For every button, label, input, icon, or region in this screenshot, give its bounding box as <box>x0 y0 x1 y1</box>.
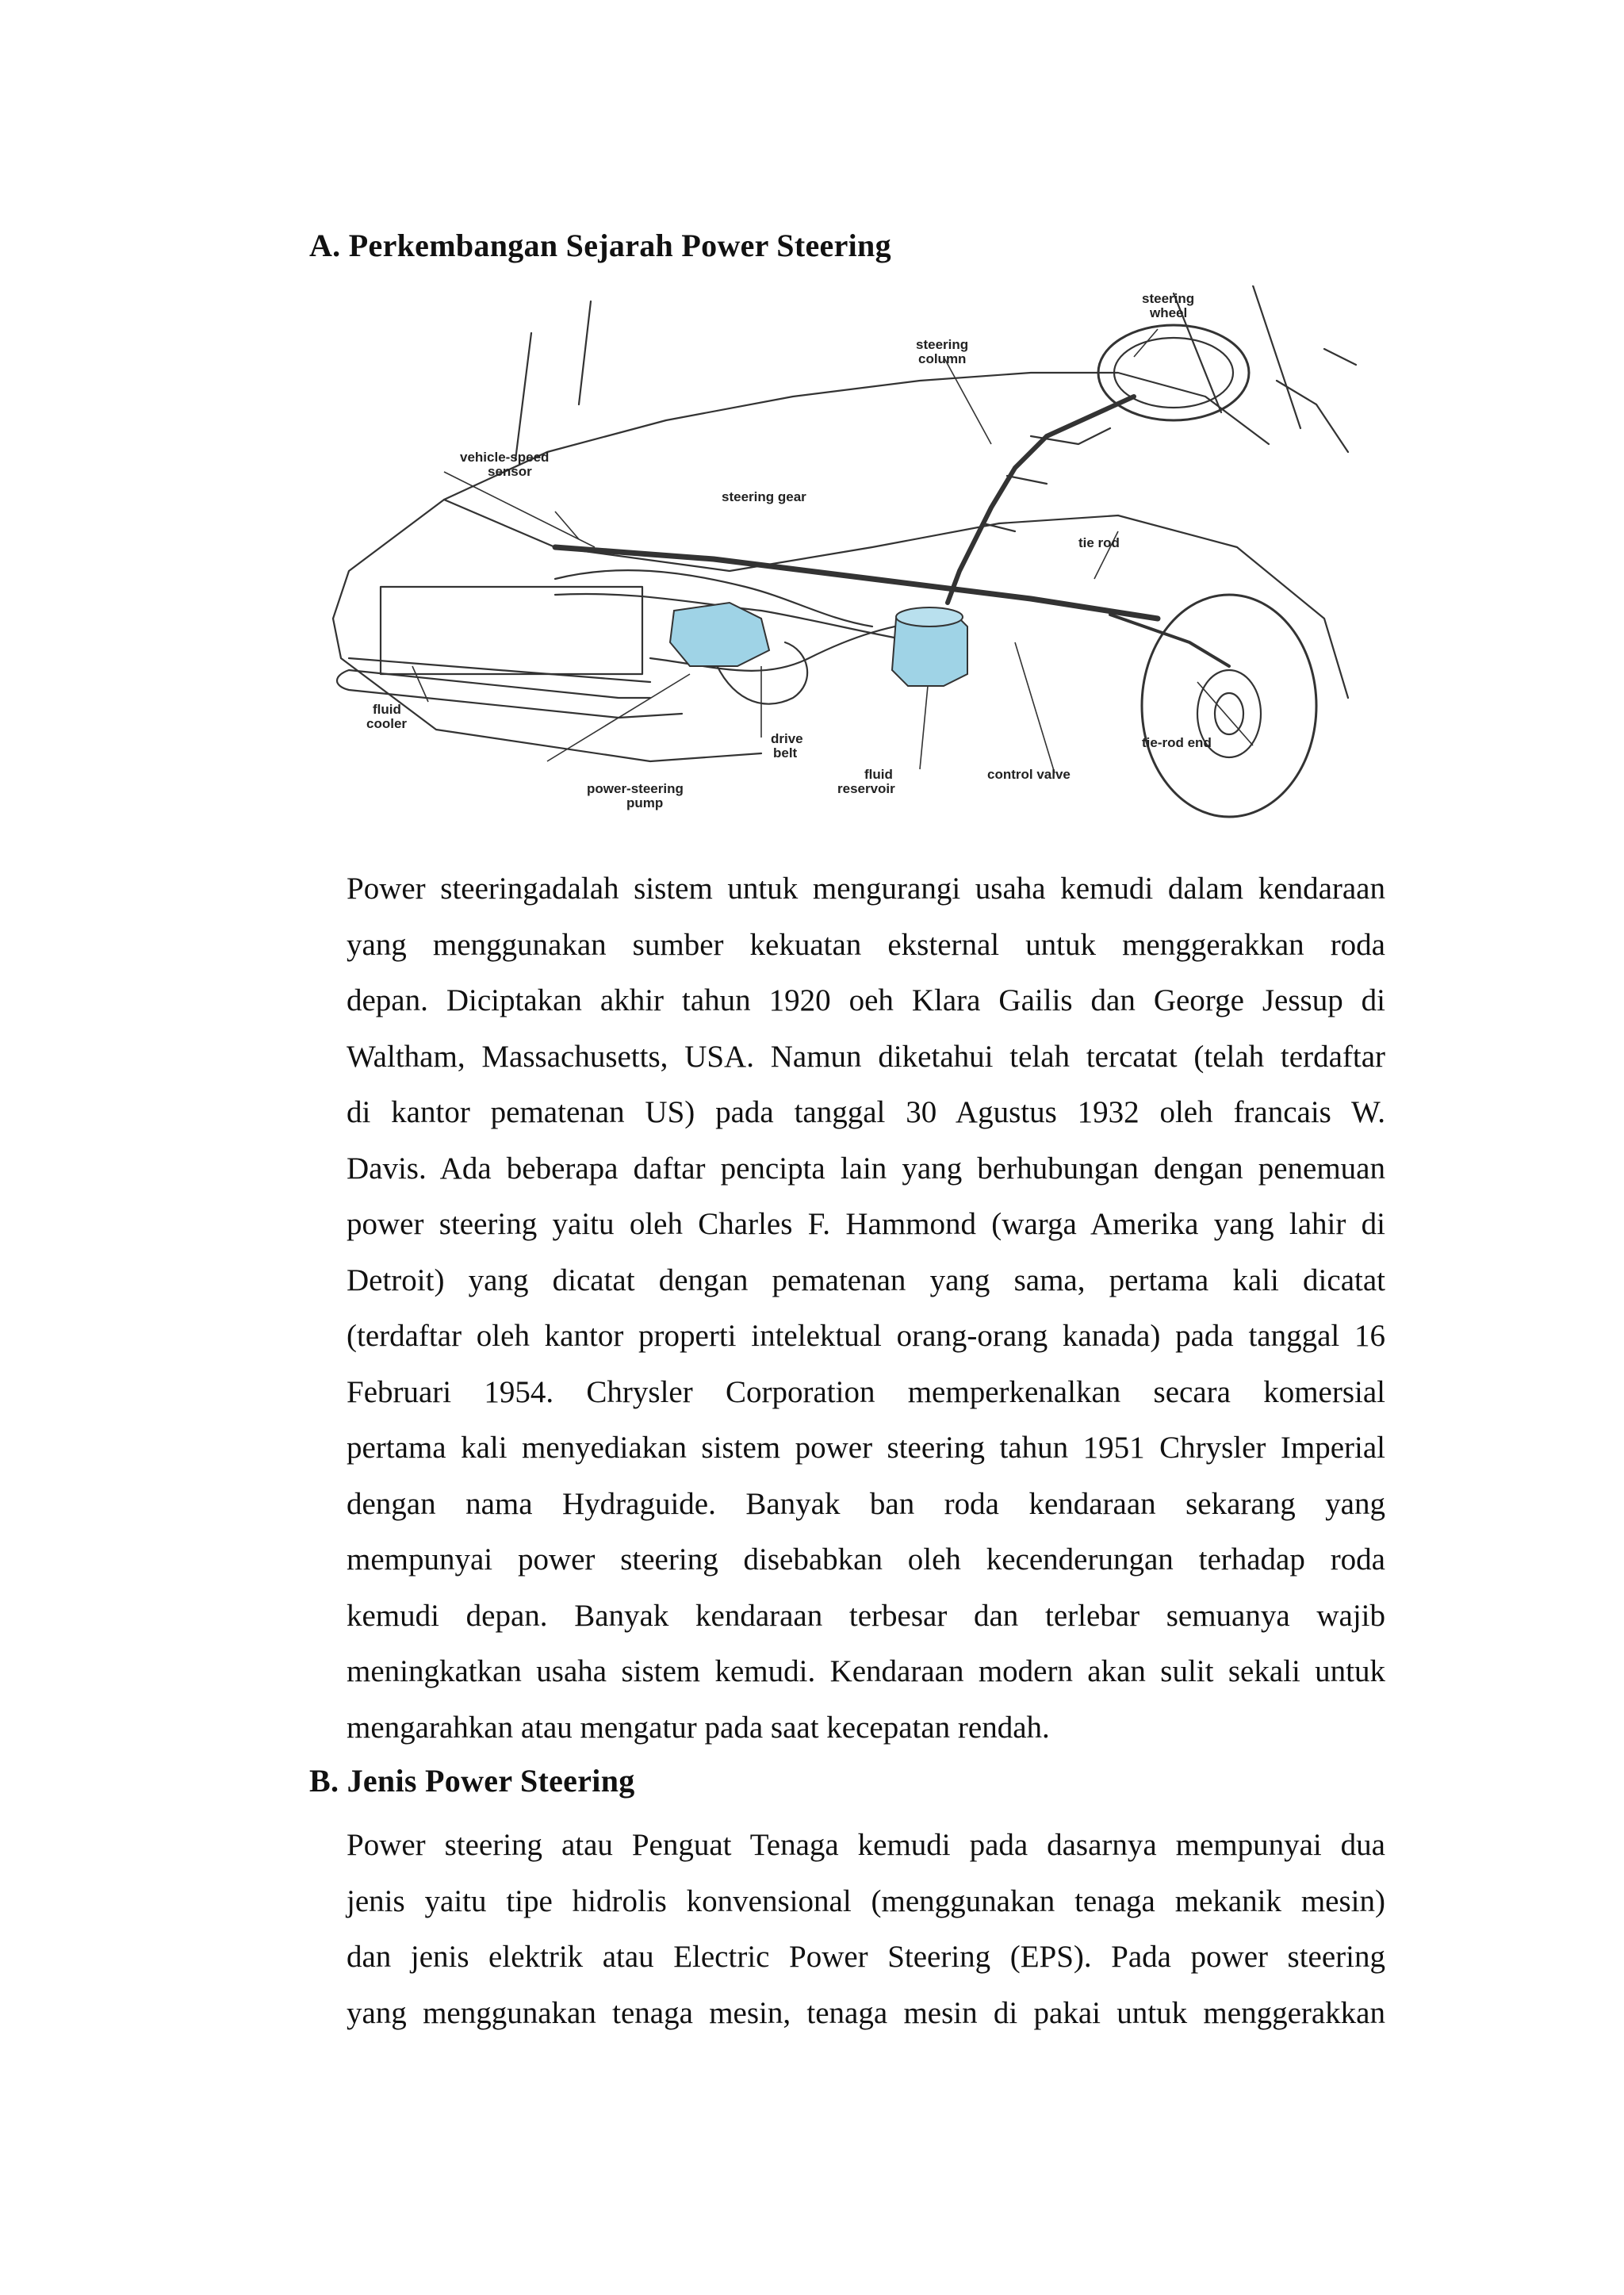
label-power-steering-pump: power-steering pump <box>587 781 684 810</box>
paragraph-line: jenis yaitu tipe hidrolis konvensional (menggunakan tenaga mekanik mesin) <box>347 1883 1385 1918</box>
paragraph-line: (terdaftar oleh kantor properti intelektual orang-orang kanada) pada tanggal 16 <box>347 1319 1385 1353</box>
paragraph-line: di kantor pematenan US) pada tanggal 30 Agustus 1932 oleh francais W. <box>347 1095 1385 1129</box>
paragraph-line: kemudi depan. Banyak kendaraan terbesar dan terlebar semuanya wajib <box>347 1598 1385 1633</box>
paragraph-line: mempunyai power steering disebabkan oleh kecenderungan terhadap roda <box>347 1542 1385 1577</box>
label-drive-belt: drive belt <box>771 731 803 761</box>
label-control-valve: control valve <box>987 767 1071 782</box>
radiator <box>381 587 642 674</box>
steering-column <box>948 397 1134 603</box>
label-steering-column: steering column <box>916 337 969 366</box>
label-fluid-cooler: fluid cooler <box>366 702 408 731</box>
wheel-hub-inner <box>1215 693 1243 734</box>
paragraph-line: Davis. Ada beberapa daftar pencipta lain yang berhubungan dengan penemuan <box>347 1151 1385 1186</box>
paragraph-line: yang menggunakan sumber kekuatan eksternal untuk menggerakkan roda <box>347 927 1385 962</box>
steering-rack <box>555 547 1158 619</box>
fluid-reservoir-cap <box>896 607 963 626</box>
power-steering-pump-shape <box>670 603 769 666</box>
section-a-heading: A. Perkembangan Sejarah Power Steering <box>309 228 891 263</box>
label-tie-rod: tie rod <box>1078 535 1120 550</box>
highlighted-components <box>670 603 967 686</box>
paragraph-line: Waltham, Massachusetts, USA. Namun diketahui telah tercatat (telah terdaftar <box>347 1039 1385 1074</box>
section-b-paragraph <box>347 1818 1385 2041</box>
fender-line <box>999 515 1348 698</box>
section-b-heading: B. Jenis Power Steering <box>309 1763 635 1799</box>
label-tie-rod-end: tie-rod end <box>1142 735 1212 750</box>
paragraph-line: power steering yaitu oleh Charles F. Hammond (warga Amerika yang lahir di <box>347 1207 1385 1241</box>
label-steering-wheel: steering wheel <box>1142 291 1195 320</box>
paragraph-line: yang menggunakan tenaga mesin, tenaga mesin di pakai untuk menggerakkan <box>347 1995 1385 2030</box>
label-vehicle-speed-sensor: vehicle-speed sensor <box>460 450 550 479</box>
paragraph-line: Detroit) yang dicatat dengan pematenan yang sama, pertama kali dicatat <box>347 1262 1385 1297</box>
paragraph-line: Februari 1954. Chrysler Corporation memperkenalkan secara komersial <box>347 1374 1385 1409</box>
paragraph-line: Power steering atau Penguat Tenaga kemudi pada dasarnya mempunyai dua <box>347 1828 1385 1862</box>
rear-side-line <box>1277 349 1356 452</box>
paragraph-line: mengarahkan atau mengatur pada saat kecepatan rendah. <box>347 1710 1050 1745</box>
paragraph-line: dengan nama Hydraguide. Banyak ban roda kendaraan sekarang yang <box>347 1486 1385 1521</box>
paragraph-line: depan. Diciptakan akhir tahun 1920 oeh Klara Gailis dan George Jessup di <box>347 983 1385 1017</box>
label-steering-gear: steering gear <box>722 489 806 504</box>
section-a-paragraph <box>347 861 1385 1756</box>
steering-column-brackets <box>983 428 1110 531</box>
power-steering-diagram <box>317 285 1364 825</box>
wheel <box>1142 595 1316 817</box>
paragraph-line: Power steeringadalah sistem untuk mengurangi usaha kemudi dalam kendaraan <box>347 872 1385 906</box>
paragraph-line: pertama kali menyediakan sistem power steering tahun 1951 Chrysler Imperial <box>347 1431 1385 1465</box>
tie-rod <box>1110 615 1229 666</box>
paragraph-line: meningkatkan usaha sistem kemudi. Kendaraan modern akan sulit sekali untuk <box>347 1654 1385 1688</box>
label-fluid-reservoir: fluid reservoir <box>837 767 895 796</box>
paragraph-line: dan jenis elektrik atau Electric Power Steering (EPS). Pada power steering <box>347 1940 1385 1974</box>
